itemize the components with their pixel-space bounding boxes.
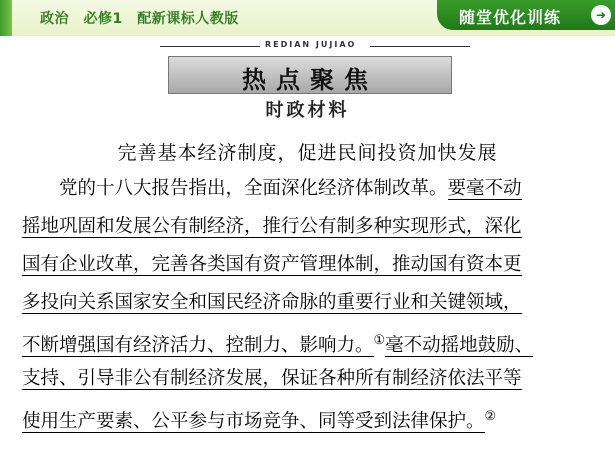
annotation-marker: ① <box>373 333 386 348</box>
paragraph-text: 党的十八大报告指出，全面深化经济体制改革。 <box>22 178 448 199</box>
paragraph-line <box>22 284 608 322</box>
course-label: 政治 必修1 配新课标人教版 <box>40 11 239 27</box>
underlined-text: 使用生产要素、公平参与市场竞争、同等受到法律保护。 <box>22 411 485 433</box>
annotation-marker: ② <box>484 409 497 424</box>
right-arrow-circle-icon[interactable]: ➜ <box>591 5 611 25</box>
underlined-text: 摇地巩固和发展公有制经济，推行公有制多种实现形式，深化 <box>22 216 522 237</box>
underlined-text: 要毫不动 <box>447 178 522 199</box>
header-bar <box>0 0 615 36</box>
paragraph-line <box>22 208 608 246</box>
article-paragraph <box>22 170 608 436</box>
tagline-line-left <box>160 46 260 47</box>
paragraph-line <box>22 322 608 360</box>
paragraph-line <box>22 170 608 208</box>
paragraph-line <box>22 398 608 436</box>
article-title: 完善基本经济制度，促进民间投资加快发展 <box>117 142 498 164</box>
header-accent <box>0 0 12 36</box>
underlined-text: 支持、引导非公有制经济发展，保证各种所有制经济依法平等 <box>22 368 522 389</box>
underlined-text: 多投向关系国家安全和国民经济命脉的重要行业和关键领域， <box>22 292 522 313</box>
section-tab[interactable] <box>437 0 615 30</box>
underlined-text: 国有企业改革，完善各类国有资产管理体制，推动国有资本更 <box>22 254 522 275</box>
section-tagline: REDIAN JUJIAO <box>265 40 357 49</box>
section-tab-label: 随堂优化训练 <box>459 8 562 27</box>
underlined-text: 毫不动摇地鼓励、 <box>385 335 534 357</box>
paragraph-line <box>22 246 608 284</box>
section-banner <box>168 56 452 94</box>
section-subtitle: 时政材料 <box>265 100 350 121</box>
section-banner-text: 热点聚焦 <box>242 66 378 94</box>
tagline-line-right <box>370 46 470 47</box>
underlined-text: 不断增强国有经济活力、控制力、影响力。 <box>22 335 374 357</box>
paragraph-line <box>22 360 608 398</box>
